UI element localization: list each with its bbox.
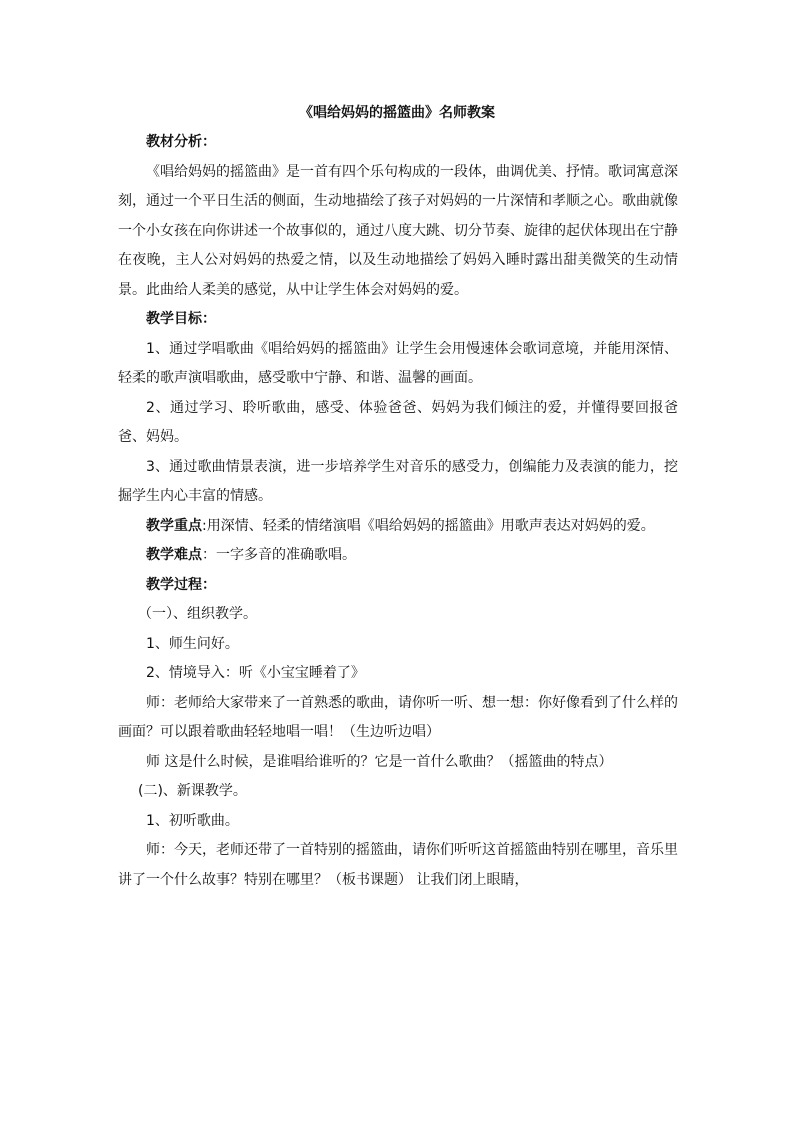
document-body [118, 128, 678, 895]
goal-item-1: 1、通过学唱歌曲《唱给妈妈的摇篮曲》让学生会用慢速体会歌词意境，并能用深情、轻柔的歌声演唱歌曲，感受歌中宁静、和谐、温馨的画面。 [118, 340, 678, 386]
process-step-greeting: 1、师生问好。 [146, 635, 239, 652]
teacher-line-1: 师：老师给大家带来了一首熟悉的歌曲，请你听一听、想一想：你好像看到了什么样的画面？可以跟着歌曲轻轻地唱一唱！（生边听边唱） [118, 694, 678, 740]
process-step-intro: 2、情境导入：听《小宝宝睡着了》 [146, 665, 365, 681]
analysis-heading: 教材分析： [146, 134, 216, 150]
document-title: 《唱给妈妈的摇篮曲》名师教案 [299, 105, 495, 121]
goal-item-3: 3、通过歌曲情景表演，进一步培养学生对音乐的感受力，创编能力及表演的能力，挖掘学生内心丰富的情感。 [118, 458, 678, 504]
process-step-organize: （一）、组织教学。 [138, 606, 257, 622]
key-point-paragraph [118, 512, 678, 542]
difficulty-label: 教学难点 [146, 547, 202, 563]
teacher-line-2: 师 这是什么时候，是谁唱给谁听的？它是一首什么歌曲？（摇篮曲的特点） [146, 753, 613, 770]
goals-heading: 教学目标： [146, 311, 216, 327]
key-point-text: :用深情、轻柔的情绪演唱《唱给妈妈的摇篮曲》用歌声表达对妈妈的爱。 [202, 517, 655, 534]
key-point-label: 教学重点 [146, 517, 202, 534]
difficulty-text: ：一字多音的准确歌唱。 [202, 547, 356, 563]
process-heading: 教学过程： [146, 576, 216, 593]
process-step-first-listen: 1、初听歌曲。 [146, 812, 239, 829]
process-step-new-lesson: (二)、新课教学。 [138, 783, 247, 799]
goal-item-2: 2、通过学习、聆听歌曲，感受、体验爸爸、妈妈为我们倾注的爱，并懂得要回报爸爸、妈妈。 [118, 399, 678, 445]
difficulty-paragraph [118, 541, 678, 571]
teacher-line-3: 师：今天，老师还带了一首特别的摇篮曲，请你们听听这首摇篮曲特别在哪里，音乐里讲了一个什么故事？特别在哪里？（板书课题） 让我们闭上眼睛， [118, 842, 678, 888]
analysis-paragraph: 《唱给妈妈的摇篮曲》是一首有四个乐句构成的一段体，曲调优美、抒情。歌词寓意深刻，通过一个平日生活的侧面，生动地描绘了孩子对妈妈的一片深情和孝顺之心。歌曲就像一个小女孩在向你讲述一个故事似的，通过八度大跳、切分节奏、旋律的起伏体现出在宁静在夜晚，主人公对妈妈的热爱之情，以及生动地描绘了妈妈入睡时露出甜美微笑的生动情景。此曲给人柔美的感觉，从中让学生体会对妈妈的爱。 [118, 163, 678, 298]
